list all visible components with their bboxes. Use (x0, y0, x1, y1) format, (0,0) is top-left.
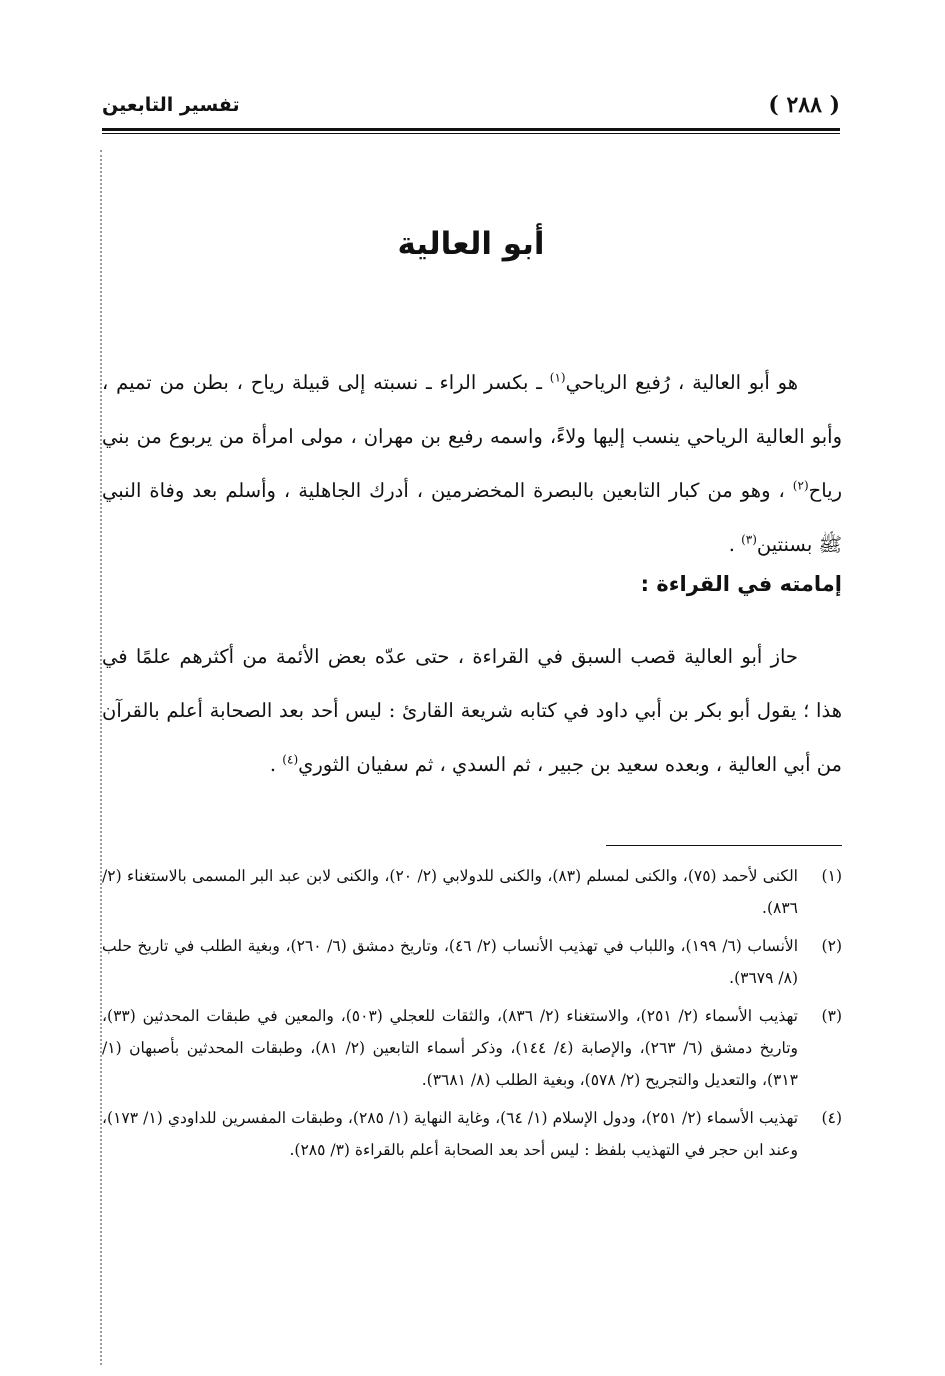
page-header (102, 92, 840, 128)
footnote-separator (606, 845, 842, 846)
paragraph-text: ـ بكسر الراء ـ نسبته إلى قبيلة رياح ، بطن من تميم ، وأبو العالية الرياحي ينسب إليها ولاءً، واسمه رفيع بن مهران ، مولى امرأة من يربوع من بني رياح (102, 371, 842, 502)
footnote-text: تهذيب الأسماء (٢/ ٢٥١)، ودول الإسلام (١/ ٦٤)، وغاية النهاية (١/ ٢٨٥)، وطبقات المفسرين للداودي (١/ ١٧٣)، وعند ابن حجر في التهذيب بلفظ : ليس أحد بعد الصحابة أعلم بالقراءة (٣/ ٢٨٥). (102, 1109, 799, 1159)
footnotes (102, 860, 842, 1172)
page-number: ( ٢٨٨ ) (768, 92, 840, 118)
running-title: تفسير التابعين (102, 94, 240, 116)
paragraph-text: حاز أبو العالية قصب السبق في القراءة ، حتى عدّه بعض الأئمة من أكثرهم علمًا في هذا ؛ يقول أبو بكر بن أبي داود في كتابه شريعة القارئ : ليس أحد بعد الصحابة أعلم بالقرآن من أبي العالية ، وبعده سعيد بن جبير ، ثم السدي ، ثم سفيان الثوري (102, 645, 842, 776)
footnote-text: الكنى لأحمد (٧٥)، والكنى لمسلم (٨٣)، والكنى للدولابي (٢/ ٢٠)، والكنى لابن عبد البر المسمى بالاستغناء (٢/ ٨٣٦). (102, 867, 798, 917)
paragraph-text: هو أبو العالية ، رُفيع الرياحي (565, 371, 798, 394)
header-rule (102, 128, 840, 131)
recitation-paragraph (102, 630, 842, 792)
section-heading: إمامته في القراءة : (640, 572, 842, 596)
footnote (102, 1000, 842, 1096)
paragraph-text: ، وهو من كبار التابعين بالبصرة المخضرمين ، أدرك الجاهلية ، وأسلم بعد وفاة النبي ﷺ بسنتين (102, 479, 842, 556)
biography-paragraph (102, 356, 842, 572)
footnote-number: (٣) (821, 1007, 842, 1025)
footnote-ref-4[interactable]: (٤) (282, 752, 299, 767)
paragraph-text: . (728, 533, 742, 556)
footnote-number: (٢) (821, 937, 842, 955)
footnote-ref-1[interactable]: (١) (549, 370, 566, 385)
footnote-number: (١) (821, 867, 842, 885)
footnote-ref-2[interactable]: (٢) (792, 478, 809, 493)
paragraph-text: . (269, 753, 283, 776)
footnote-text: الأنساب (٦/ ١٩٩)، واللباب في تهذيب الأنساب (٢/ ٤٦)، وتاريخ دمشق (٦/ ٢٦٠)، وبغية الطلب في تاريخ حلب (٨/ ٣٦٧٩). (102, 937, 799, 987)
footnote (102, 860, 842, 924)
header-rule-thin (102, 133, 840, 134)
footnote (102, 1102, 842, 1166)
footnote-text: تهذيب الأسماء (٢/ ٢٥١)، والاستغناء (٢/ ٨٣٦)، والثقات للعجلي (٥٠٣)، والمعين في طبقات المحدثين (٣٣)، وتاريخ دمشق (٦/ ٢٦٣)، والإصابة (٤/ ١٤٤)، وذكر أسماء التابعين (٢/ ٨١)، وطبقات المحدثين بأصبهان (١/ ٣١٣)، والتعديل والتجريح (٢/ ٥٧٨)، وبغية الطلب (٨/ ٣٦٨١). (102, 1007, 799, 1089)
chapter-title: أبو العالية (397, 226, 545, 262)
footnote-number: (٤) (821, 1109, 842, 1127)
footnote (102, 930, 842, 994)
footnote-ref-3[interactable]: (٣) (741, 532, 757, 547)
